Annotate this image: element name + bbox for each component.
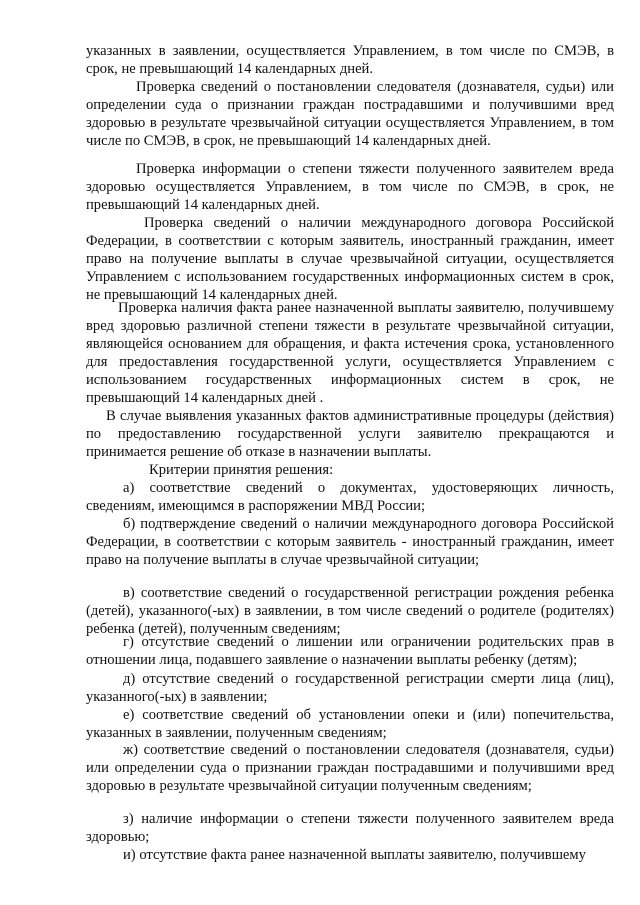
criterion-z: з) наличие информации о степени тяжести полученного заявителем вреда здоровью;	[86, 811, 614, 846]
criteria-heading: Критерии принятия решения:	[149, 462, 334, 478]
criterion-i: и) отсутствие факта ранее назначенной выплаты заявителю, получившему	[123, 847, 586, 863]
criterion-e: е) соответствие сведений об установлении опеки и (или) попечительства, указанных в заявлении, полученным сведениям;	[86, 707, 614, 742]
paragraph-1: указанных в заявлении, осуществляется Управлением, в том числе по СМЭВ, в срок, не превышающий 14 календарных дней.	[86, 43, 614, 78]
criterion-v: в) соответствие сведений о государственной регистрации рождения ребенка (детей), указанного(-ых) в заявлении, в том числе сведений о родителе (родителях) ребенка (детей), полученным сведениям;	[86, 585, 614, 638]
paragraph-5: Проверка наличия факта ранее назначенной выплаты заявителю, получившему вред здоровью различной степени тяжести в результате чрезвычайной ситуации, являющейся основанием для обращения, и факта истечения срока, установленного для предоставления государственной услуги, осуществляется Управлением с использованием государственных информационных систем в срок, не превышающий 14 календарных дней .	[86, 300, 614, 407]
paragraph-4: Проверка сведений о наличии международного договора Российской Федерации, в соответствии с которым заявитель, иностранный гражданин, имеет право на получение выплаты в случае чрезвычайной ситуации, осуществляется Управлением с использованием государственных информационных систем в срок, не превышающий 14 календарных дней.	[86, 215, 614, 304]
paragraph-3: Проверка информации о степени тяжести полученного заявителем вреда здоровью осуществляется Управлением, в том числе по СМЭВ, в срок, не превышающий 14 календарных дней.	[86, 161, 614, 214]
criterion-zh: ж) соответствие сведений о постановлении следователя (дознавателя, судьи) или определении суда о признании граждан пострадавшими и получившими вред здоровью в результате чрезвычайной ситуации полученным сведениям;	[86, 742, 614, 795]
criterion-b: б) подтверждение сведений о наличии международного договора Российской Федерации, в соответствии с которым заявитель - иностранный гражданин, имеет право на получение выплаты в случае чрезвычайной ситуации;	[86, 516, 614, 569]
paragraph-6: В случае выявления указанных фактов административные процедуры (действия) по предоставлению государственной услуги заявителю прекращаются и принимается решение об отказе в назначении выплаты.	[86, 408, 614, 461]
paragraph-2: Проверка сведений о постановлении следователя (дознавателя, судьи) или определении суда о признании граждан пострадавшими и получившими вред здоровью в результате чрезвычайной ситуации осуществляется Управлением, в том числе по СМЭВ, в срок, не превышающий 14 календарных дней.	[86, 79, 614, 150]
criterion-d: д) отсутствие сведений о государственной регистрации смерти лица (лиц), указанного(-ых) в заявлении;	[86, 671, 614, 706]
criterion-a: а) соответствие сведений о документах, удостоверяющих личность, сведениям, имеющимся в распоряжении МВД России;	[86, 480, 614, 515]
criterion-g: г) отсутствие сведений о лишении или ограничении родительских прав в отношении лица, подавшего заявление о назначении выплаты ребенку (детям);	[86, 634, 614, 669]
